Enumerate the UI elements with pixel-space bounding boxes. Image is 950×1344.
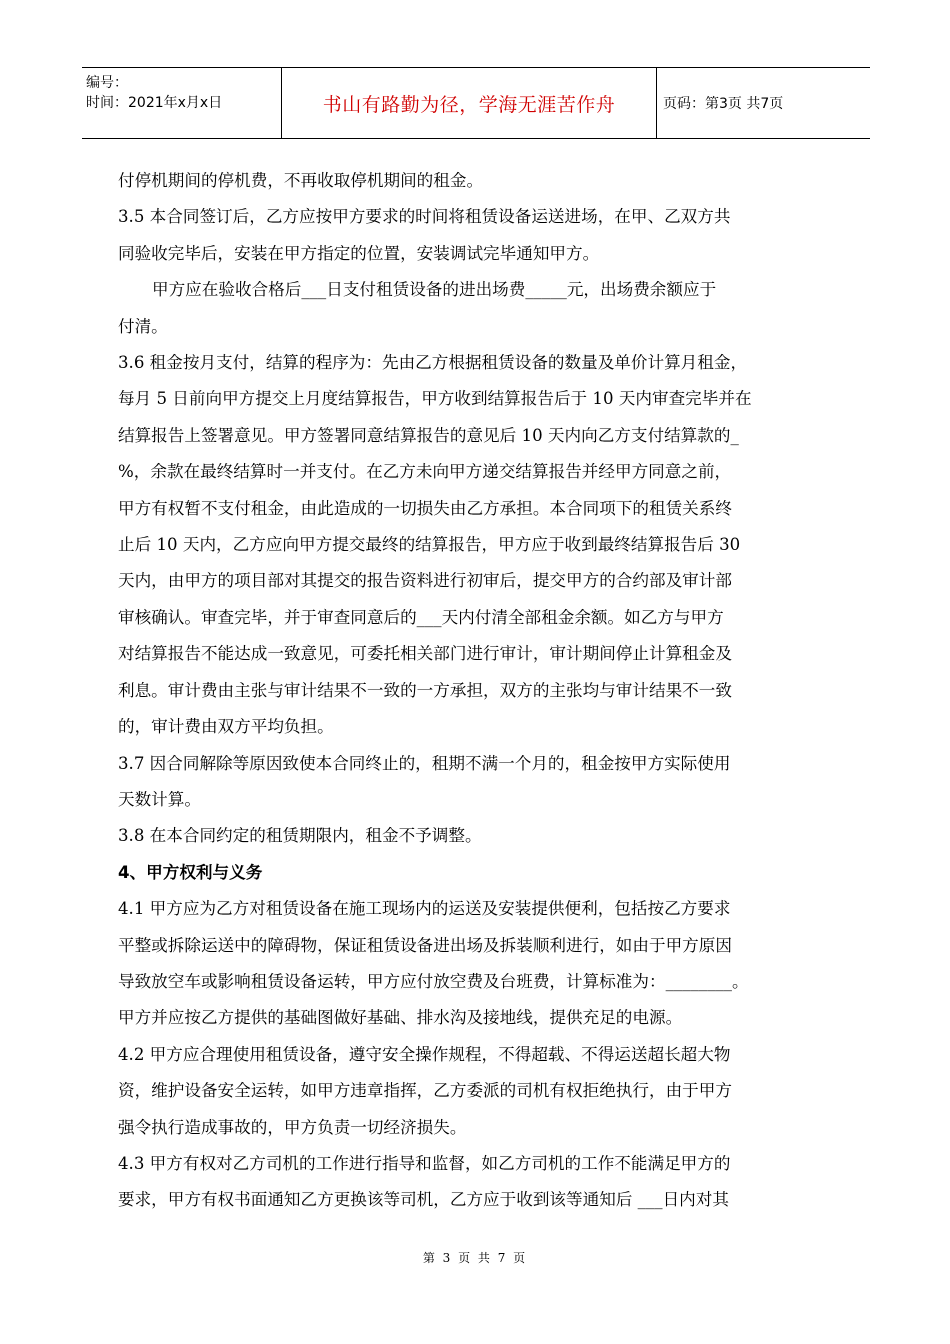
body-line: 平整或拆除运送中的障碍物，保证租赁设备进出场及拆装顺利进行，如由于甲方原因 <box>118 935 732 955</box>
page-footer: 第 3 页 共 7 页 <box>422 1251 528 1265</box>
header-page-number: 页码：第3页 共7页 <box>663 96 784 112</box>
header-meta <box>82 68 282 138</box>
document-body <box>118 163 848 1219</box>
document-header <box>82 67 870 139</box>
body-line: 结算报告上签署意见。甲方签署同意结算报告的意见后 10 天内向乙方支付结算款的_ <box>118 425 739 445</box>
body-line: 甲方有权暂不支付租金，由此造成的一切损失由乙方承担。本合同项下的租赁关系终 <box>118 498 732 518</box>
body-line: 3.5 本合同签订后，乙方应按甲方要求的时间将租赁设备运送进场，在甲、乙双方共 <box>118 207 731 227</box>
body-line: 资，维护设备安全运转，如甲方违章指挥，乙方委派的司机有权拒绝执行，由于甲方 <box>118 1081 732 1101</box>
document-number-label: 编号： <box>86 75 128 91</box>
body-line: 甲方应在验收合格后___日支付租赁设备的进出场费_____元，出场费余额应于 <box>152 280 717 300</box>
body-line: 每月 5 日前向甲方提交上月度结算报告，甲方收到结算报告后于 10 天内审查完毕并在 <box>118 389 752 409</box>
body-line: 甲方并应按乙方提供的基础图做好基础、排水沟及接地线，提供充足的电源。 <box>118 1008 683 1028</box>
body-line: 4.3 甲方有权对乙方司机的工作进行指导和监督，如乙方司机的工作不能满足甲方的 <box>118 1153 731 1173</box>
body-line: 天数计算。 <box>118 789 201 809</box>
body-line: 4.1 甲方应为乙方对租赁设备在施工现场内的运送及安装提供便利，包括按乙方要求 <box>118 899 731 919</box>
body-line: %，余款在最终结算时一并支付。在乙方未向甲方递交结算报告并经甲方同意之前， <box>118 462 732 482</box>
header-motto: 书山有路勤为径，学海无涯苦作舟 <box>282 68 657 138</box>
body-line: 审核确认。审查完毕，并于审查同意后的___天内付清全部租金余额。如乙方与甲方 <box>118 607 724 627</box>
body-line: 的，审计费由双方平均负担。 <box>118 717 334 737</box>
body-line: 导致放空车或影响租赁设备运转，甲方应付放空费及台班费，计算标准为：________。 <box>118 971 749 991</box>
body-line: 止后 10 天内，乙方应向甲方提交最终的结算报告，甲方应于收到最终结算报告后 30 <box>118 535 741 555</box>
body-line: 强令执行造成事故的，甲方负责一切经济损失。 <box>118 1117 467 1137</box>
body-line: 要求，甲方有权书面通知乙方更换该等司机，乙方应于收到该等通知后 ___日内对其 <box>118 1190 729 1210</box>
body-line: 同验收完毕后，安装在甲方指定的位置，安装调试完毕通知甲方。 <box>118 243 600 263</box>
body-line: 付清。 <box>118 316 168 336</box>
body-line: 3.7 因合同解除等原因致使本合同终止的，租期不满一个月的，租金按甲方实际使用 <box>118 753 731 773</box>
body-line: 付停机期间的停机费，不再收取停机期间的租金。 <box>118 171 484 190</box>
document-time-label: 时间：2021年x月x日 <box>86 95 223 111</box>
body-line: 4.2 甲方应合理使用租赁设备，遵守安全操作规程，不得超载、不得运送超长超大物 <box>118 1044 731 1064</box>
body-line: 天内，由甲方的项目部对其提交的报告资料进行初审后，提交甲方的合约部及审计部 <box>118 571 732 591</box>
body-line: 利息。审计费由主张与审计结果不一致的一方承担，双方的主张均与审计结果不一致 <box>118 680 732 700</box>
body-line: 3.6 租金按月支付，结算的程序为：先由乙方根据租赁设备的数量及单价计算月租金， <box>118 353 748 373</box>
section-heading: 4、甲方权利与义务 <box>118 862 263 882</box>
body-line: 3.8 在本合同约定的租赁期限内，租金不予调整。 <box>118 826 482 846</box>
body-line: 对结算报告不能达成一致意见，可委托相关部门进行审计，审计期间停止计算租金及 <box>118 644 732 664</box>
